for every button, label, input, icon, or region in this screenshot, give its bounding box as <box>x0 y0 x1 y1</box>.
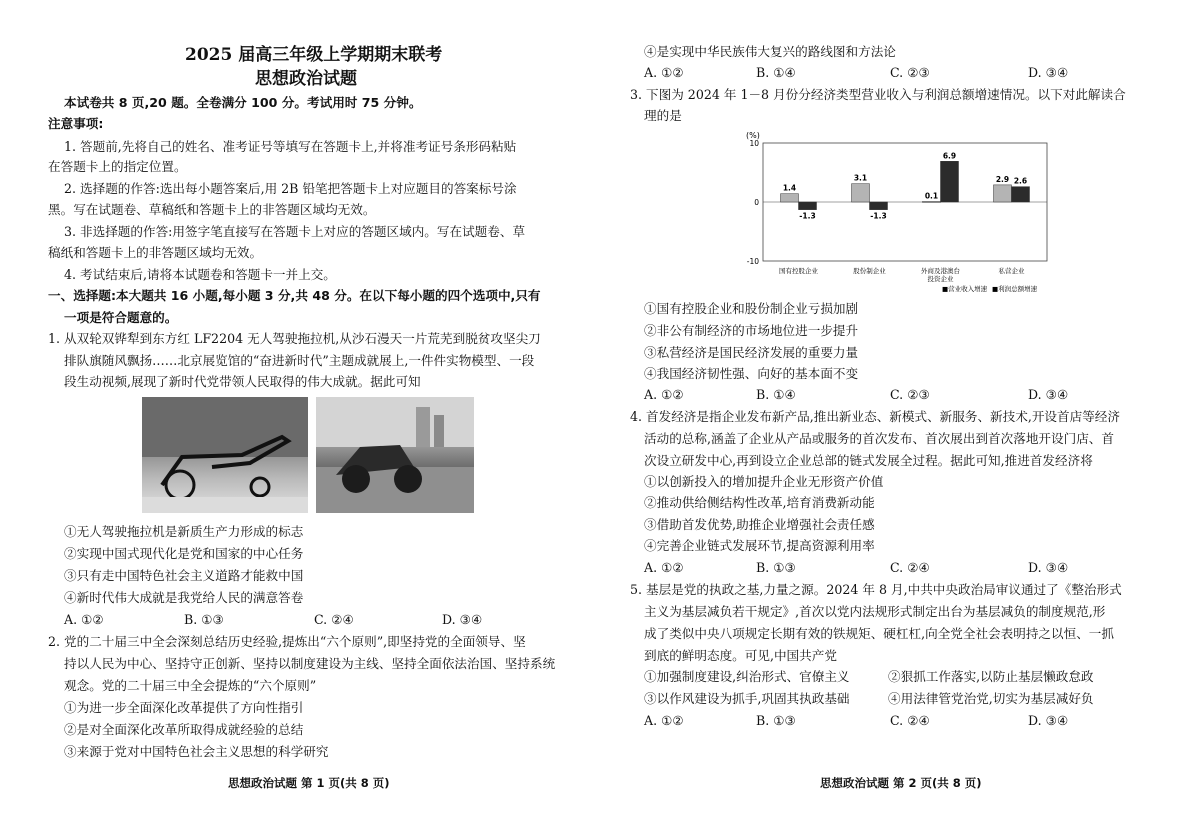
question-1-option-b[interactable]: B. ①③ <box>184 612 224 627</box>
exam-subtitle: 思想政治试题 <box>255 69 357 89</box>
question-5-item: ③以作风建设为抓手,巩固其执政基础 <box>644 691 850 706</box>
question-5-stem: 主义为基层减负若干规定》,首次以党内法规形式制定出台为基层减负的制度规范,形 <box>644 604 1106 619</box>
data-label: 1.4 <box>782 183 797 193</box>
y-tick-label: -10 <box>746 257 759 266</box>
question-1-item: ①无人驾驶拖拉机是新质生产力形成的标志 <box>64 524 304 539</box>
question-4-option-b[interactable]: B. ①③ <box>756 560 796 575</box>
question-2-stem: 2. 党的二十届三中全会深刻总结历史经验,提炼出“六个原则”,即坚持党的全面领导、坚 <box>48 634 526 649</box>
question-4-option-a[interactable]: A. ①② <box>644 560 684 575</box>
question-2-option-c[interactable]: C. ②③ <box>890 65 930 80</box>
category-label: 投资企业 <box>927 275 954 283</box>
question-5-option-a[interactable]: A. ①② <box>644 713 684 728</box>
question-3-item: ②非公有制经济的市场地位进一步提升 <box>644 323 859 338</box>
y-tick-label: 0 <box>754 198 759 207</box>
question-1-item: ④新时代伟大成就是我党给人民的满意答卷 <box>64 590 304 605</box>
question-5-option-d[interactable]: D. ③④ <box>1028 713 1069 728</box>
question-1-stem: 排队旗随风飘扬……北京展览馆的“奋进新时代”主题成就展上,一件件实物模型、一段 <box>64 353 535 368</box>
bar-income <box>781 194 799 202</box>
question-4-item: ④完善企业链式发展环节,提高资源利用率 <box>644 538 875 553</box>
question-3-stem: 3. 下图为 2024 年 1－8 月份分经济类型营业收入与利润总额增速情况。以下对此解读合 <box>630 87 1126 102</box>
question-3-option-d[interactable]: D. ③④ <box>1028 387 1069 402</box>
exam-intro: 本试卷共 8 页,20 题。全卷满分 100 分。考试用时 75 分钟。 <box>64 95 422 110</box>
legend-profit: ■利润总额增速 <box>992 285 1038 293</box>
question-3-option-c[interactable]: C. ②③ <box>890 387 930 402</box>
question-5-option-b[interactable]: B. ①③ <box>756 713 796 728</box>
question-2-item: ③来源于党对中国特色社会主义思想的科学研究 <box>64 744 329 759</box>
question-3-item: ①国有控股企业和股份制企业亏损加剧 <box>644 301 859 316</box>
data-label: -1.3 <box>799 211 816 221</box>
question-5-stem: 成了类似中央八项规定长期有效的铁规矩、硬杠杠,向全党全社会表明持之以恒、一抓 <box>644 626 1114 641</box>
question-2-option-d[interactable]: D. ③④ <box>1028 65 1069 80</box>
plough-photo <box>142 397 308 513</box>
question-5-item: ②狠抓工作落实,以防止基层懒政怠政 <box>888 669 1094 684</box>
bar-income <box>994 185 1012 202</box>
question-1-option-d[interactable]: D. ③④ <box>442 612 483 627</box>
question-3-option-b[interactable]: B. ①④ <box>756 387 796 402</box>
page-footer: 思想政治试题 第 2 页(共 8 页) <box>820 776 982 790</box>
question-4-option-d[interactable]: D. ③④ <box>1028 560 1069 575</box>
question-1-item: ③只有走中国特色社会主义道路才能救中国 <box>64 568 304 583</box>
question-5-stem: 5. 基层是党的执政之基,力量之源。2024 年 8 月,中共中央政治局审议通过了《整治形式 <box>630 582 1122 597</box>
section-heading: 一项是符合题意的。 <box>64 310 178 325</box>
bar-profit <box>1012 187 1030 202</box>
exam-title: 2025 届高三年级上学期期末联考 <box>185 45 443 65</box>
question-5-item: ①加强制度建设,纠治形式、官僚主义 <box>644 669 850 684</box>
category-label: 外商及港澳台 <box>921 267 960 275</box>
legend-income: ■营业收入增速 <box>942 285 988 293</box>
question-5-item: ④用法律管党治党,切实为基层减好负 <box>888 691 1094 706</box>
section-heading: 一、选择题:本大题共 16 小题,每小题 3 分,共 48 分。在以下每小题的四个选项中,只有 <box>48 288 541 303</box>
question-5-option-c[interactable]: C. ②④ <box>890 713 930 728</box>
bar-income <box>852 184 870 202</box>
category-label: 国有控股企业 <box>779 267 818 275</box>
exam-page-2 <box>600 0 1200 832</box>
bar-profit <box>941 161 959 202</box>
note-line: 在答题卡上的指定位置。 <box>48 159 187 174</box>
question-4-item: ②推动供给侧结构性改革,培育消费新动能 <box>644 495 875 510</box>
question-1-item: ②实现中国式现代化是党和国家的中心任务 <box>64 546 304 561</box>
question-4-item: ③借助首发优势,助推企业增强社会责任感 <box>644 517 875 532</box>
question-3-item: ④我国经济韧性强、向好的基本面不变 <box>644 366 859 381</box>
category-label: 股份制企业 <box>853 267 886 275</box>
note-line: 4. 考试结束后,请将本试题卷和答题卡一并上交。 <box>64 267 336 282</box>
question-3-item: ③私营经济是国民经济发展的重要力量 <box>644 345 859 360</box>
question-2-stem: 观念。党的二十届三中全会提炼的“六个原则” <box>64 678 317 693</box>
category-label: 私营企业 <box>998 267 1025 275</box>
question-2-item: ②是对全面深化改革所取得成就经验的总结 <box>64 722 304 737</box>
question-4-stem: 次设立研发中心,再到设立企业总部的链式发展全过程。据此可知,推进首发经济将 <box>644 453 1093 468</box>
bar-profit <box>799 202 817 210</box>
question-4-stem: 活动的总称,涵盖了企业从产品或服务的首次发布、首次展出到首次落地开设门店、首 <box>644 431 1114 446</box>
question-3-option-a[interactable]: A. ①② <box>644 387 684 402</box>
question-2-option-b[interactable]: B. ①④ <box>756 65 796 80</box>
y-axis-unit: (%) <box>746 131 760 140</box>
note-line: 1. 答题前,先将自己的姓名、准考证号等填写在答题卡上,并将准考证号条形码粘贴 <box>64 139 517 154</box>
question-5-stem: 到底的鲜明态度。可见,中国共产党 <box>644 648 837 663</box>
data-label: 3.1 <box>853 173 868 183</box>
growth-rate-bar-chart <box>730 127 1060 297</box>
question-1-option-c[interactable]: C. ②④ <box>314 612 354 627</box>
note-line: 稿纸和答题卡上的非答题区域均无效。 <box>48 245 263 260</box>
data-label: 2.9 <box>995 174 1010 184</box>
question-3-stem: 理的是 <box>644 108 682 123</box>
note-line: 2. 选择题的作答:选出每小题答案后,用 2B 铅笔把答题卡上对应题目的答案标号涂 <box>64 181 517 196</box>
bar-profit <box>870 202 888 210</box>
notes-heading: 注意事项: <box>48 116 104 131</box>
question-1-stem: 1. 从双轮双铧犁到东方红 LF2204 无人驾驶拖拉机,从沙石漫天一片荒芜到脱贫攻坚尖刀 <box>48 331 541 346</box>
question-2-item: ①为进一步全面深化改革提供了方向性指引 <box>64 700 304 715</box>
question-4-option-c[interactable]: C. ②④ <box>890 560 930 575</box>
y-tick-label: 10 <box>749 139 759 148</box>
bar-income <box>923 201 941 202</box>
question-2-option-a[interactable]: A. ①② <box>644 65 684 80</box>
question-1-option-a[interactable]: A. ①② <box>64 612 104 627</box>
data-label: 0.1 <box>924 191 939 201</box>
note-line: 3. 非选择题的作答:用签字笔直接写在答题卡上对应的答题区域内。写在试题卷、草 <box>64 224 526 239</box>
data-label: 6.9 <box>942 151 957 161</box>
question-4-stem: 4. 首发经济是指企业发布新产品,推出新业态、新模式、新服务、新技术,开设首店等经济 <box>630 409 1120 424</box>
data-label: -1.3 <box>870 211 887 221</box>
question-2-stem: 持以人民为中心、坚持守正创新、坚持以制度建设为主线、坚持全面依法治国、坚持系统 <box>64 656 556 671</box>
tractor-photo <box>316 397 474 513</box>
data-label: 2.6 <box>1013 176 1028 186</box>
question-2-item: ④是实现中华民族伟大复兴的路线图和方法论 <box>644 44 896 59</box>
question-4-item: ①以创新投入的增加提升企业无形资产价值 <box>644 474 884 489</box>
question-1-stem: 段生动视频,展现了新时代党带领人民取得的伟大成就。据此可知 <box>64 374 421 389</box>
page-footer: 思想政治试题 第 1 页(共 8 页) <box>228 776 390 790</box>
note-line: 黑。写在试题卷、草稿纸和答题卡上的非答题区域均无效。 <box>48 202 376 217</box>
